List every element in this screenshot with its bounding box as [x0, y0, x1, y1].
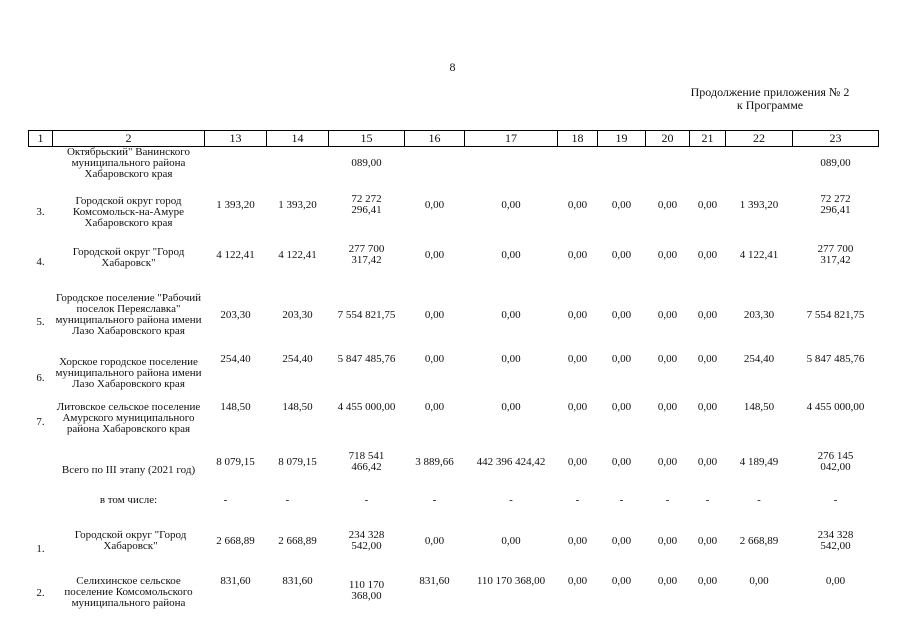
- cell-18: 0,00: [567, 308, 588, 321]
- cell-15-line1: 72 272: [351, 193, 382, 205]
- col-header-20: 20: [646, 131, 690, 147]
- row-name: Городской округ "Город Хабаровск": [74, 529, 187, 552]
- cell-13: 8 079,15: [216, 455, 255, 468]
- cell-16: 0,00: [424, 401, 445, 413]
- row-number: 6.: [36, 371, 45, 384]
- cell-21: -: [705, 493, 710, 506]
- cell-14: 254,40: [282, 353, 313, 365]
- cell-22: 0,00: [749, 575, 769, 587]
- cell-17: 110 170 368,00: [476, 575, 546, 587]
- cell-21: 0,00: [697, 248, 718, 261]
- row-name: Городской округ город Комсомольск-на-Амуре Хабаровского края: [72, 194, 185, 229]
- cell-15-line2: 466,42: [351, 461, 382, 473]
- col-header-18: 18: [558, 131, 598, 147]
- row-name: Октябрьский" Ванинского муниципального района Хабаровского края: [66, 146, 190, 180]
- including-label: в том числе:: [99, 493, 158, 506]
- cell-14: 2 668,89: [278, 534, 317, 547]
- cell-18: 0,00: [567, 455, 588, 468]
- cell-20: 0,00: [657, 575, 678, 587]
- row-number: 4.: [36, 255, 45, 268]
- cell-13: 4 122,41: [216, 248, 255, 261]
- cell-22: 203,30: [743, 308, 775, 321]
- cell-23-line1: 234 328: [817, 529, 854, 541]
- cell-22: 1 393,20: [739, 198, 779, 211]
- cell-13: -: [223, 493, 228, 506]
- cell-17: -: [509, 493, 513, 506]
- cell-22: 148,50: [743, 401, 775, 413]
- cell-22: 254,40: [743, 353, 775, 365]
- appendix-caption: [660, 86, 880, 112]
- cell-23: 4 455 000,00: [806, 401, 865, 413]
- cell-15: 5 847 485,76: [337, 353, 396, 365]
- cell-18: 0,00: [567, 401, 588, 413]
- col-header-14: 14: [267, 131, 329, 147]
- cell-19: 0,00: [611, 534, 632, 547]
- cell-14: 1 393,20: [278, 198, 317, 211]
- cell-23-line2: 042,00: [820, 461, 851, 473]
- row-number: 3.: [36, 205, 45, 218]
- row-number: [29, 440, 53, 484]
- row-name: Городское поселение "Рабочий поселок Переяславка" муниципального района имени Лазо Хабаровского края: [55, 292, 202, 337]
- cell-16: 0,00: [424, 198, 445, 211]
- cell-22: [726, 147, 793, 181]
- cell-13: 203,30: [220, 308, 251, 321]
- cell-17: 0,00: [501, 198, 521, 211]
- cell-17: 0,00: [501, 248, 521, 261]
- cell-15: -: [364, 493, 369, 506]
- col-header-13: 13: [205, 131, 267, 147]
- cell-15-line2: 296,41: [351, 204, 382, 216]
- cell-19: 0,00: [611, 401, 632, 413]
- cell-16: 0,00: [424, 353, 445, 365]
- cell-19: 0,00: [611, 248, 632, 261]
- cell-23: [793, 516, 879, 566]
- cell-20: 0,00: [657, 455, 678, 468]
- including-row: [29, 484, 879, 516]
- header-row: [29, 131, 879, 147]
- cell-16: 831,60: [419, 575, 450, 587]
- cell-14: -: [285, 493, 290, 506]
- cell-17: 0,00: [501, 534, 521, 547]
- cell-15-line1: 718 541: [348, 450, 385, 462]
- table-row: [29, 230, 879, 280]
- row-number: [29, 147, 53, 181]
- cell-16: 0,00: [424, 248, 445, 261]
- cell-18: 0,00: [567, 198, 588, 211]
- cell-14: 8 079,15: [278, 455, 317, 468]
- cell-23: -: [833, 493, 838, 506]
- cell-21: 0,00: [697, 575, 718, 587]
- cell-15-line2: 317,42: [351, 254, 382, 266]
- page-number: 8: [449, 60, 456, 74]
- cell-23: 7 554 821,75: [806, 308, 865, 321]
- cell-20: 0,00: [657, 353, 678, 365]
- appendix-line-2: к Программе: [736, 98, 804, 112]
- cell-18: 0,00: [567, 534, 588, 547]
- cell-15: [329, 440, 405, 484]
- cell-15-line2: 542,00: [351, 540, 382, 552]
- row-number: 5.: [36, 315, 45, 328]
- row-number: 2.: [36, 586, 45, 599]
- cell-23-line1: 276 145: [817, 450, 854, 462]
- row-name: Городской округ "Город Хабаровск": [72, 246, 185, 269]
- cell-17: 0,00: [501, 401, 521, 413]
- cell-21: 0,00: [697, 308, 718, 321]
- col-header-23: 23: [793, 131, 879, 147]
- cell-23-line2: 296,41: [820, 204, 851, 216]
- cell-15-line1: 277 700: [348, 243, 385, 255]
- cell-14: 203,30: [282, 308, 313, 321]
- cell-17: [465, 147, 558, 181]
- cell-14: [267, 147, 329, 181]
- cell-23: 0,00: [825, 575, 846, 587]
- cell-15: [329, 566, 405, 616]
- cell-18: 0,00: [567, 575, 588, 587]
- cell-23-line2: 542,00: [820, 540, 851, 552]
- table-row: [29, 516, 879, 566]
- cell-23: [793, 230, 879, 280]
- col-header-22: 22: [726, 131, 793, 147]
- cell-15: [329, 147, 405, 181]
- col-header-19: 19: [598, 131, 646, 147]
- col-header-16: 16: [405, 131, 465, 147]
- cell-15: [329, 230, 405, 280]
- cell-13: 2 668,89: [216, 534, 255, 547]
- cell-18: -: [575, 493, 580, 506]
- cell-13: 831,60: [220, 575, 251, 587]
- table-row: [29, 350, 879, 396]
- cell-17: 0,00: [501, 353, 521, 365]
- cell-18: [558, 147, 598, 181]
- col-header-17: 17: [465, 131, 558, 147]
- cell-17: 0,00: [501, 308, 521, 321]
- cell-16: [405, 147, 465, 181]
- cell-23-line2: 317,42: [820, 254, 851, 266]
- cell-20: 0,00: [657, 534, 678, 547]
- cell-13: 254,40: [220, 353, 251, 365]
- cell-23: [793, 440, 879, 484]
- cell-23: 5 847 485,76: [806, 353, 865, 365]
- cell-22: 4 122,41: [739, 248, 779, 261]
- cell-15: [329, 516, 405, 566]
- col-header-15: 15: [329, 131, 405, 147]
- cell-21: 0,00: [697, 353, 718, 365]
- budget-table: [28, 130, 879, 616]
- cell-14: 831,60: [282, 575, 313, 587]
- cell-22: 4 189,49: [739, 455, 779, 468]
- cell-15-line2: 368,00: [351, 590, 382, 602]
- cell-18: 0,00: [567, 248, 588, 261]
- cell-19: 0,00: [611, 353, 632, 365]
- cell-22: 2 668,89: [739, 534, 779, 547]
- row-number: 1.: [36, 542, 45, 555]
- cell-23: [793, 147, 879, 181]
- cell-16: 0,00: [424, 308, 445, 321]
- cell-20: [646, 147, 690, 181]
- cell-19: 0,00: [611, 575, 632, 587]
- cell-16: -: [432, 493, 437, 506]
- cell-19: 0,00: [611, 455, 632, 468]
- table-row: [29, 280, 879, 350]
- cell-17: 442 396 424,42: [476, 455, 546, 468]
- cell-21: 0,00: [697, 198, 718, 211]
- cell-21: 0,00: [697, 534, 718, 547]
- cell-15-line1: 089,00: [351, 157, 382, 169]
- cell-20: 0,00: [657, 198, 678, 211]
- table-row: [29, 180, 879, 230]
- cell-22: -: [757, 493, 761, 506]
- cell-13: 1 393,20: [216, 198, 255, 211]
- cell-16: 3 889,66: [415, 455, 454, 468]
- row-name: Селихинское сельское поселение Комсомольского муниципального района: [64, 574, 193, 609]
- total-label: Всего по III этапу (2021 год): [61, 463, 196, 476]
- row-number: 7.: [36, 415, 45, 428]
- cell-19: [598, 147, 646, 181]
- cell-14: 148,50: [282, 401, 313, 413]
- cell-18: 0,00: [567, 353, 588, 365]
- cell-20: 0,00: [657, 308, 678, 321]
- cell-14: 4 122,41: [278, 248, 317, 261]
- cell-15-line1: 234 328: [348, 529, 385, 541]
- cell-15-line1: 110 170: [348, 579, 385, 591]
- cell-20: 0,00: [657, 248, 678, 261]
- total-row: [29, 440, 879, 484]
- cell-16: 0,00: [424, 534, 445, 547]
- cell-15: 4 455 000,00: [337, 401, 396, 413]
- cell-23-line1: 277 700: [817, 243, 854, 255]
- row-name: Хорское городское поселение муниципального района имени Лазо Хабаровского края: [55, 355, 202, 390]
- cell-13: 148,50: [220, 401, 251, 413]
- cell-19: -: [619, 493, 624, 506]
- cell-21: [690, 147, 726, 181]
- col-header-2: 2: [53, 131, 205, 147]
- row-name: Литовское сельское поселение Амурского муниципального района Хабаровского края: [56, 400, 201, 435]
- cell-15: [329, 180, 405, 230]
- cell-20: 0,00: [657, 401, 678, 413]
- cell-19: 0,00: [611, 308, 632, 321]
- appendix-line-1: Продолжение приложения № 2: [690, 85, 850, 99]
- cell-20: -: [665, 493, 670, 506]
- cell-13: [205, 147, 267, 181]
- col-header-21: 21: [690, 131, 726, 147]
- row-number: [29, 484, 53, 516]
- cell-15: 7 554 821,75: [337, 308, 396, 321]
- table-row: [29, 566, 879, 616]
- cell-23: [793, 180, 879, 230]
- table-row: [29, 147, 879, 181]
- cell-19: 0,00: [611, 198, 632, 211]
- cell-21: 0,00: [697, 455, 718, 468]
- cell-23-line1: 089,00: [820, 157, 851, 169]
- cell-21: 0,00: [697, 401, 718, 413]
- col-header-1: 1: [29, 131, 53, 147]
- cell-23-line1: 72 272: [820, 193, 851, 205]
- table-row: [29, 396, 879, 440]
